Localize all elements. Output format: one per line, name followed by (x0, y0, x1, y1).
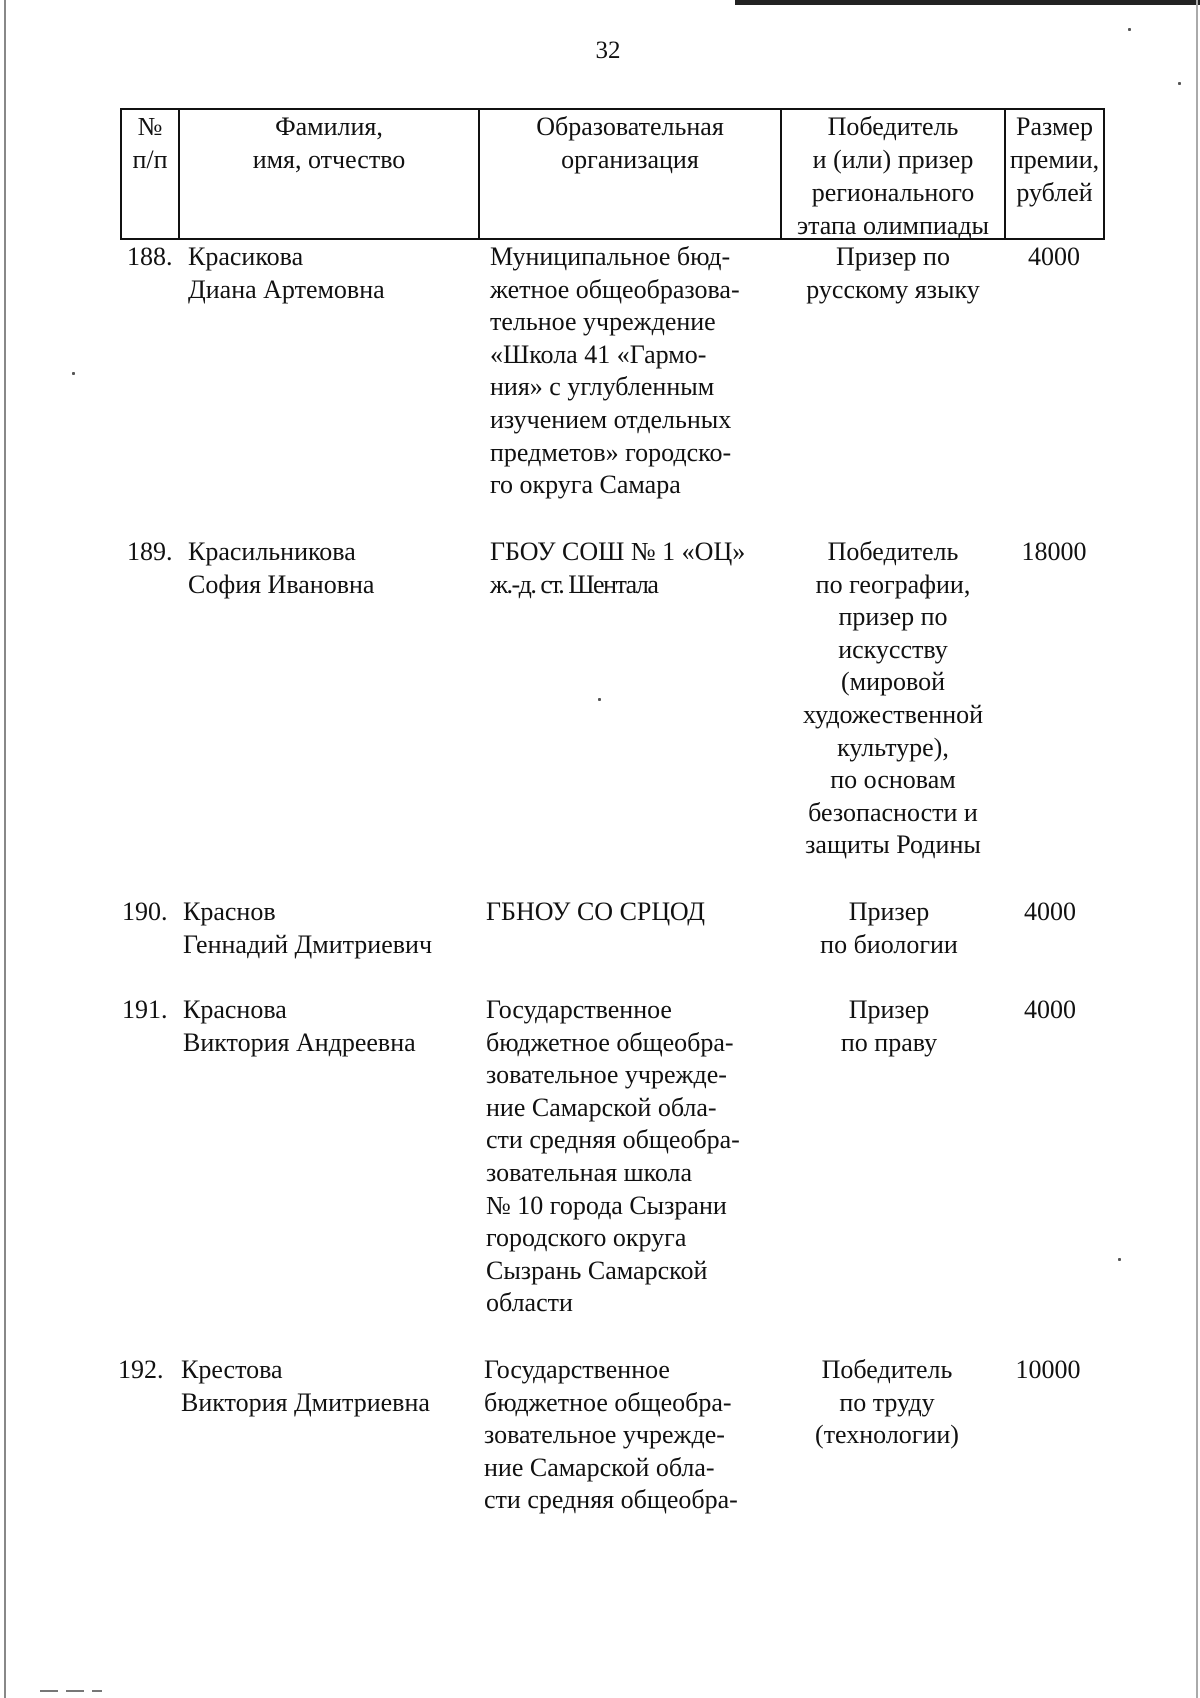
header-winner: Победитель и (или) призер регионального этапа олимпиады (796, 112, 990, 240)
organization: ГБОУ СОШ № 1 «ОЦ» ж.-д. ст. Шентала (490, 537, 746, 599)
row-number: 192. (118, 1355, 164, 1384)
prize-amount: 4000 (1024, 995, 1076, 1024)
organization: Государственное бюджетное общеобра- зовательное учрежде- ние Самарской обла- сти средняя общеобра- (484, 1355, 738, 1515)
scan-edge-top (735, 0, 1200, 5)
scan-speck (598, 698, 601, 701)
header-name: Фамилия, имя, отчество (252, 112, 406, 174)
page-number: 32 (595, 37, 621, 64)
student-name: Краснова Виктория Андреевна (183, 995, 416, 1057)
student-name: Красильникова София Ивановна (188, 537, 375, 599)
prize-amount: 10000 (1015, 1355, 1081, 1384)
organization: Государственное бюджетное общеобра- зовательное учрежде- ние Самарской обла- сти средняя общеобра- зовательная школа № 10 города Сызрани городского округа Сызрань Самарской области (486, 995, 740, 1318)
scan-mark (92, 1690, 102, 1692)
scan-edge-right (1196, 0, 1198, 1698)
header-num: № п/п (132, 112, 168, 174)
olympiad-result: Призер по русскому языку (806, 242, 980, 304)
header-prize: Размер премии, рублей (1009, 112, 1100, 207)
prize-amount: 4000 (1028, 242, 1080, 271)
prize-amount: 18000 (1021, 537, 1087, 566)
olympiad-result: Победитель по географии, призер по искусству (мировой художественной культуре), по основам безопасности и защиты Родины (802, 537, 984, 860)
row-number: 190. (122, 897, 168, 926)
organization: ГБНОУ СО СРЦОД (486, 897, 706, 926)
scan-speck (72, 372, 75, 375)
header-organization: Образовательная организация (536, 112, 724, 174)
student-name: Краснов Геннадий Дмитриевич (183, 897, 433, 959)
scan-speck (1178, 82, 1181, 85)
student-name: Красикова Диана Артемовна (188, 242, 385, 304)
scan-mark (66, 1690, 84, 1692)
student-name: Крестова Виктория Дмитриевна (181, 1355, 430, 1417)
scan-mark (40, 1690, 58, 1692)
scan-edge-left (4, 0, 6, 1698)
organization: Муниципальное бюд- жетное общеобразова- тельное учреждение «Школа 41 «Гармо- ния» с углубленным изучением отдельных предметов» городско- го округа Самара (490, 242, 740, 500)
row-number: 188. (127, 242, 173, 271)
olympiad-result: Победитель по труду (технологии) (815, 1355, 959, 1450)
row-number: 189. (127, 537, 173, 566)
row-number: 191. (122, 995, 168, 1024)
olympiad-result: Призер по биологии (820, 897, 958, 959)
scan-speck (1128, 28, 1131, 31)
olympiad-result: Призер по праву (840, 995, 938, 1057)
scan-speck (1118, 1258, 1121, 1261)
prize-amount: 4000 (1024, 897, 1076, 926)
